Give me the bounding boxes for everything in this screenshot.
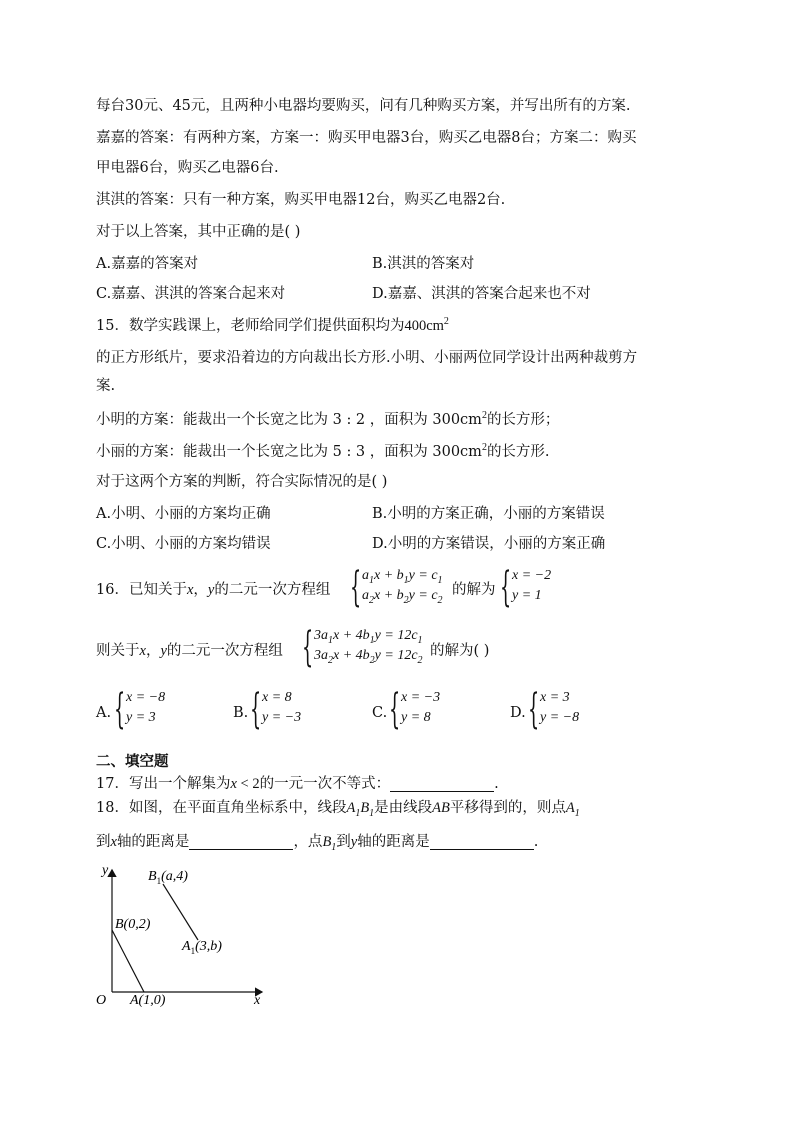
q16-solution-1: { x = −2 y = 1 — [500, 562, 552, 612]
q16-option-d-system[interactable]: { x = 3 y = −8 — [528, 684, 580, 734]
q16-solution-label: 的解为 — [452, 582, 496, 598]
q15-line-1: 15．数学实践课上，老师给同学们提供面积均为$400cm^2$ — [96, 316, 449, 334]
q15-xiaoming-plan: 小明的方案：能裁出一个长宽之比为 3 : 2 ，面积为 $300cm^2$的长方形； — [96, 410, 560, 428]
x-axis-label: x — [254, 993, 261, 1008]
origin-label: O — [96, 993, 107, 1008]
q16-option-b[interactable]: B. — [233, 705, 249, 721]
q16-line-1: 16．已知关于x，y的二元一次方程组 — [96, 582, 331, 598]
q15-stem: 对于这两个方案的判断，符合实际情况的是( ) — [96, 474, 388, 490]
section-heading-fill-in: 二、填空题 — [96, 754, 169, 770]
q18-line-2: 到x轴的距离是 ，点$B_1$到y轴的距离是 . — [96, 834, 539, 853]
q14-option-a[interactable]: A.嘉嘉的答案对 — [96, 256, 199, 272]
q16-option-a-system[interactable]: { x = −8 y = 3 — [114, 684, 166, 734]
q14-line-2: 嘉嘉的答案：有两种方案，方案一：购买甲电器3台，购买乙电器8台；方案二：购买 — [96, 130, 637, 146]
q16-stem: 的解为( ) — [430, 643, 490, 659]
q14-option-c[interactable]: C.嘉嘉、淇淇的答案合起来对 — [96, 286, 286, 302]
q14-option-d[interactable]: D.嘉嘉、淇淇的答案合起来也不对 — [372, 286, 591, 302]
q16-option-c[interactable]: C. — [372, 705, 388, 721]
q14-stem: 对于以上答案，其中正确的是( ) — [96, 224, 301, 240]
q17-line: 17．写出一个解集为x < 2的一元一次不等式： . — [96, 776, 499, 792]
q18-answer-blank-1[interactable] — [189, 833, 293, 850]
q16-system-2: { $3a_1x + 4b_1y = 12c_1$ $3a_2x + 4b_2y = 12c_2$ — [302, 622, 423, 672]
q15-option-a[interactable]: A.小明、小丽的方案均正确 — [96, 506, 271, 522]
q15-line-2: 的正方形纸片，要求沿着边的方向裁出长方形.小明、小丽两位同学设计出两种裁剪方 — [96, 350, 638, 366]
q18-line-1: 18．如图，在平面直角坐标系中，线段$A_1B_1$是由线段AB平移得到的，则点$A_1$ — [96, 800, 580, 819]
q14-line-1: 每台30元、45元，且两种小电器均要购买，问有几种购买方案，并写出所有的方案. — [96, 98, 631, 114]
y-axis-label: y — [102, 863, 109, 878]
point-b-label: B(0,2) — [115, 917, 151, 932]
point-a-label: A(1,0) — [130, 993, 166, 1008]
point-b1-label: $B_1(a,4)$ — [148, 869, 188, 886]
segment-a1b1 — [163, 884, 198, 940]
q18-answer-blank-2[interactable] — [430, 833, 534, 850]
q16-system-1: { $a_1x + b_1y = c_1$ $a_2x + b_2y = c_2$ — [350, 562, 443, 612]
point-a1-label: $A_1(3,b)$ — [182, 939, 222, 956]
q15-option-b[interactable]: B.小明的方案正确，小丽的方案错误 — [372, 506, 605, 522]
q16-option-b-system[interactable]: { x = 8 y = −3 — [250, 684, 302, 734]
q16-line-2: 则关于x，y的二元一次方程组 — [96, 643, 283, 659]
coordinate-figure — [90, 858, 280, 1008]
segment-ab — [112, 930, 144, 992]
q16-option-c-system[interactable]: { x = −3 y = 8 — [389, 684, 441, 734]
q15-option-d[interactable]: D.小明的方案错误，小丽的方案正确 — [372, 536, 606, 552]
q15-xiaoli-plan: 小丽的方案：能裁出一个长宽之比为 5 : 3 ，面积为 $300cm^2$的长方形. — [96, 442, 550, 460]
q15-line-3: 案. — [96, 378, 116, 394]
q14-line-4: 淇淇的答案：只有一种方案，购买甲电器12台，购买乙电器2台. — [96, 192, 506, 208]
q14-option-b[interactable]: B.淇淇的答案对 — [372, 256, 475, 272]
q16-option-d[interactable]: D. — [510, 705, 526, 721]
q14-line-3: 甲电器6台，购买乙电器6台. — [96, 160, 279, 176]
q15-option-c[interactable]: C.小明、小丽的方案均错误 — [96, 536, 271, 552]
q17-answer-blank[interactable] — [390, 775, 494, 792]
q16-option-a[interactable]: A. — [96, 705, 112, 721]
